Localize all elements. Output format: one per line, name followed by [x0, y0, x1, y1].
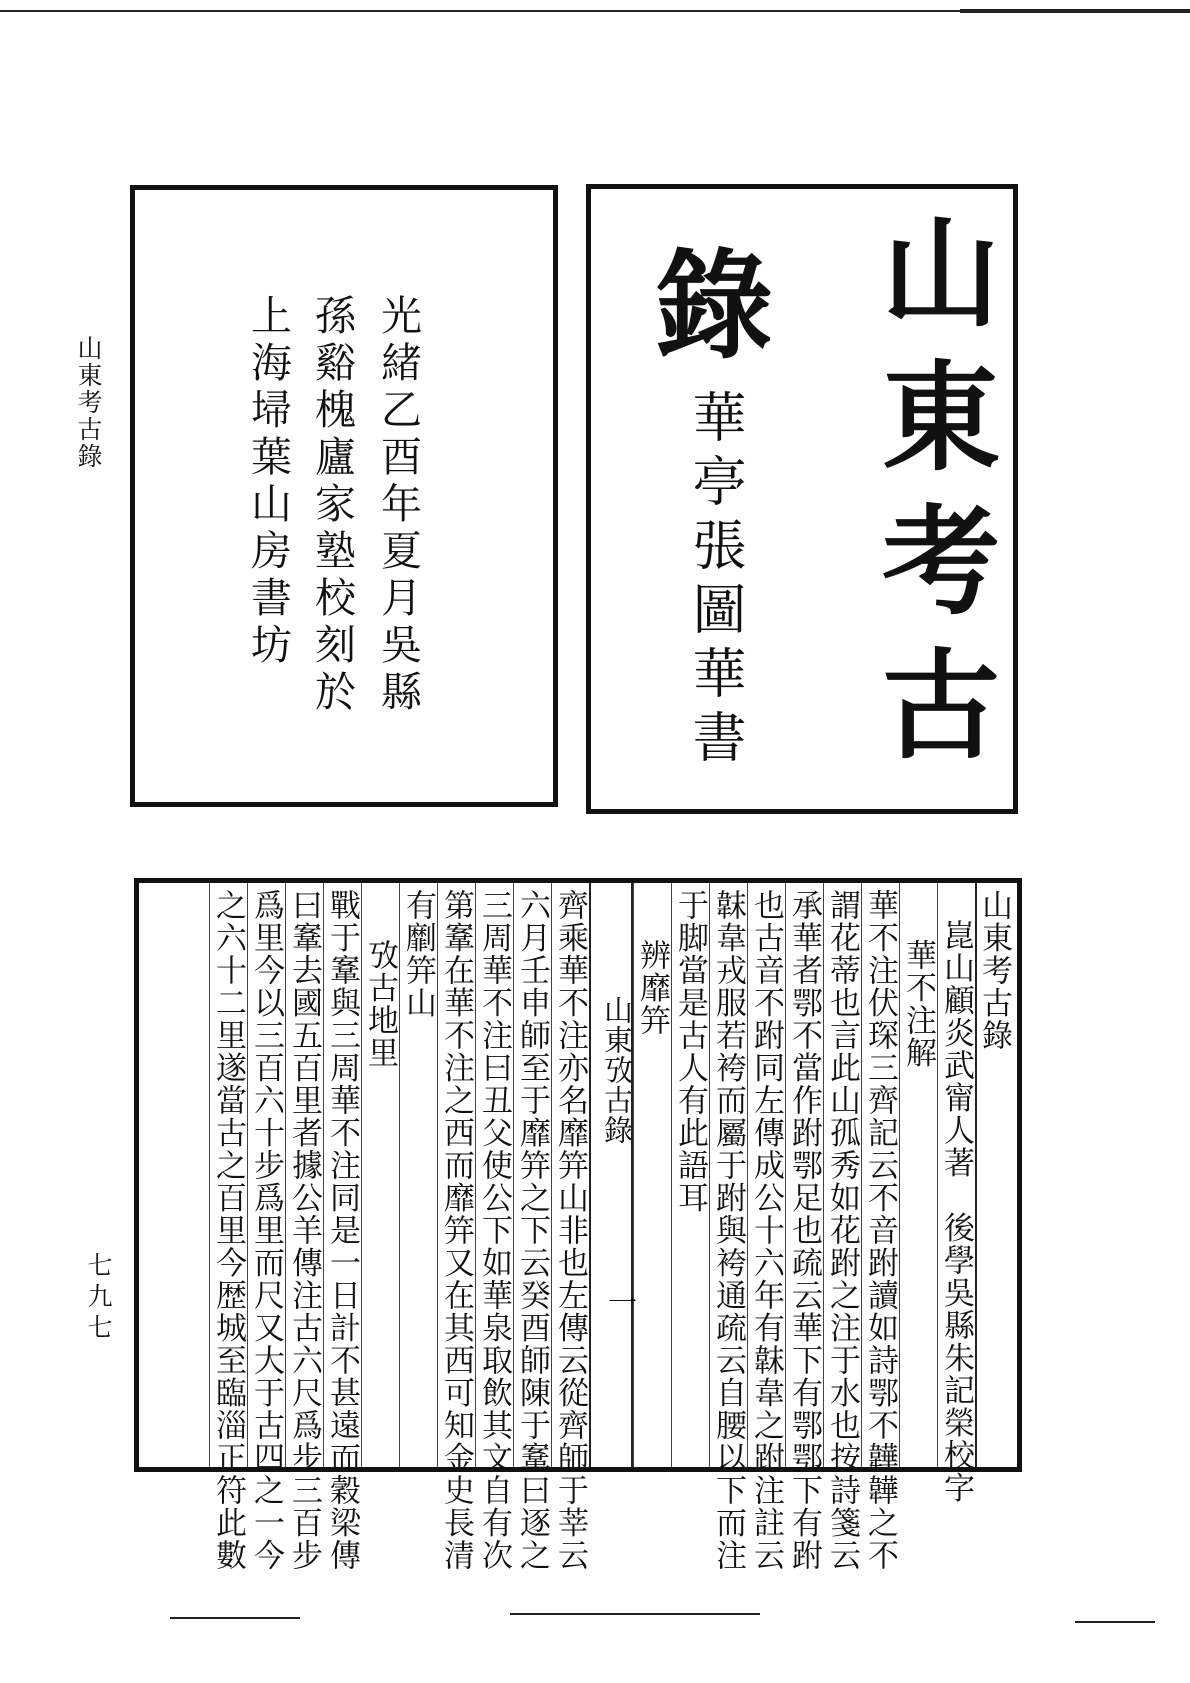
- bottom-edge-rule: [170, 1617, 300, 1619]
- text-column: 辨靡笄: [633, 883, 670, 1467]
- colophon-plate: [130, 185, 558, 807]
- bottom-edge-rule: [510, 1613, 760, 1615]
- colophon-line: 孫谿槐廬家塾校刻於: [308, 294, 356, 717]
- calligrapher-signature: 華亭張圖華書: [684, 389, 747, 773]
- book-title-last-char: 錄: [655, 236, 774, 375]
- running-title: 山東考古錄: [74, 335, 103, 470]
- text-column: 韎韋戎服若袴而屬于跗與袴通疏云自腰以下而注: [709, 883, 746, 1467]
- text-column: 謂花蒂也言此山孤秀如花跗之注于水也按詩箋云: [823, 883, 860, 1467]
- page-number: 七九七: [84, 1252, 113, 1345]
- text-column: 華不注伏琛三齊記云不音跗讀如詩鄂不韡韡之不: [861, 883, 898, 1467]
- text-column: 第鞌在華不注之西而靡笄又在其西可知金史長清: [437, 883, 474, 1467]
- colophon-line: 光緒乙酉年夏月吳縣: [374, 294, 422, 717]
- left-blank-margin: [139, 883, 209, 1467]
- text-column: 華不注解: [899, 883, 936, 1467]
- text-column: 之六十二里遂當古之百里今歴城至臨淄正符此數: [209, 883, 246, 1467]
- book-title: 山東考古: [862, 211, 1001, 787]
- text-column: 爲里今以三百六十步爲里而尺又大于古四之一今: [247, 883, 284, 1467]
- text-byline: 崑山顧炎武甯人著 後學吳縣朱記榮校字: [937, 883, 974, 1467]
- bottom-edge-rule: [1075, 1621, 1155, 1623]
- text-column: 有劘笄山: [399, 883, 436, 1467]
- text-column: 六月壬申師至于靡笄之下云癸酉師陳于鞌曰逐之: [513, 883, 550, 1467]
- text-block: [134, 878, 1022, 1572]
- center-fold: [589, 883, 638, 1467]
- title-plate: [586, 184, 1018, 814]
- text-column: 也古音不跗同左傳成公十六年有韎韋之跗注註云: [747, 883, 784, 1467]
- text-column: 曰鞌去國五百里者據公羊傳注古六尺爲步三百步: [285, 883, 322, 1467]
- text-column: 于脚當是古人有此語耳: [671, 883, 708, 1467]
- text-header: 山東考古錄: [975, 883, 1012, 1467]
- text-column: 承華者鄂不當作跗鄂足也疏云華下有鄂鄂下有跗: [785, 883, 822, 1467]
- colophon-line: 上海埽葉山房書坊: [244, 294, 292, 670]
- text-column: 攷古地里: [361, 883, 398, 1467]
- text-column: 戰于鞌與三周華不注同是一日計不甚遠而穀梁傳: [323, 883, 360, 1467]
- fold-leaf-number: 一: [604, 1287, 638, 1316]
- top-edge-rule-thick: [960, 9, 1190, 13]
- fold-title: 山東攷古錄: [600, 995, 634, 1145]
- text-column: 齊乘華不注亦名靡笄山非也左傳云從齊師于莘云: [551, 883, 588, 1467]
- text-column: 三周華不注曰丑父使公下如華泉取飲其文自有次: [475, 883, 512, 1467]
